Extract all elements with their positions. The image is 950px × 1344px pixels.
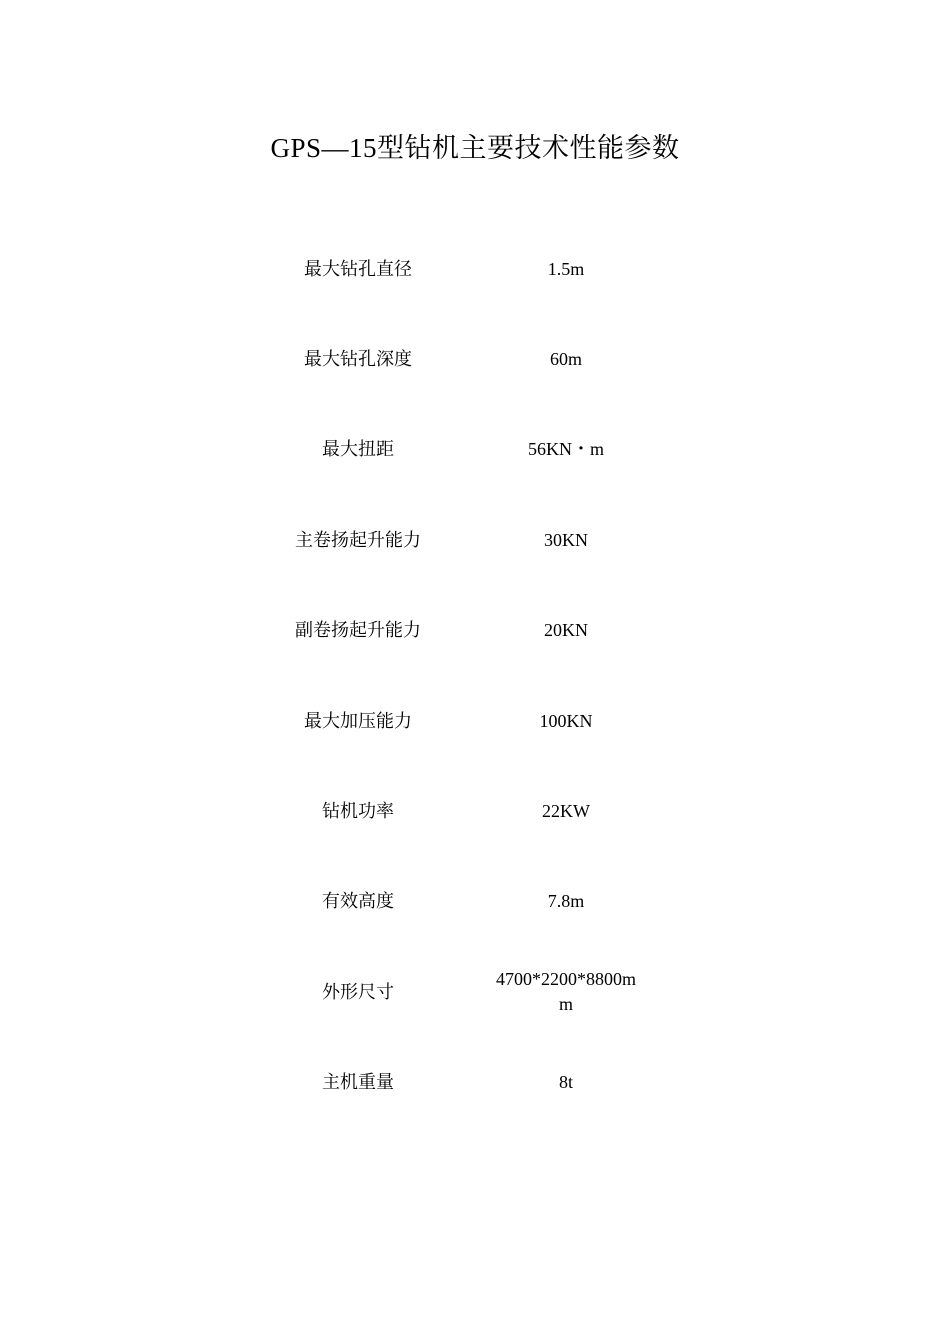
- spec-value: [462, 586, 670, 676]
- spec-label: 主机重量: [322, 1072, 394, 1093]
- table-row: [254, 676, 670, 766]
- table-row: [254, 1038, 670, 1128]
- spec-value: [462, 1038, 670, 1128]
- spec-value: [462, 495, 670, 585]
- spec-value: [462, 314, 670, 404]
- spec-value: [462, 766, 670, 856]
- spec-label: 外形尺寸: [322, 981, 394, 1002]
- table-row: [254, 405, 670, 495]
- spec-value: [462, 857, 670, 947]
- spec-label: 有效高度: [322, 891, 394, 912]
- spec-label: 最大钻孔深度: [304, 349, 412, 370]
- spec-value-text: 1.5m: [547, 258, 585, 279]
- table-row: [254, 947, 670, 1037]
- spec-value-text: 56KN・m: [528, 439, 604, 460]
- spec-label: 钻机功率: [322, 801, 394, 822]
- spec-value: [462, 224, 670, 314]
- spec-label: 最大扭距: [322, 439, 394, 460]
- spec-value: [462, 676, 670, 766]
- table-row: [254, 857, 670, 947]
- spec-label: 副卷扬起升能力: [295, 620, 421, 641]
- spec-value-text: 30KN: [544, 529, 588, 550]
- spec-table: [254, 224, 670, 1128]
- spec-value-text: 8t: [558, 1072, 573, 1093]
- spec-value-text: 100KN: [539, 710, 593, 731]
- spec-value: [462, 947, 670, 1037]
- spec-label: 主卷扬起升能力: [295, 529, 421, 550]
- spec-value: [462, 405, 670, 495]
- table-row: [254, 224, 670, 314]
- spec-label: 最大钻孔直径: [304, 258, 412, 279]
- table-row: [254, 495, 670, 585]
- table-row: [254, 766, 670, 856]
- spec-value-text: 60m: [549, 349, 582, 370]
- table-row: [254, 586, 670, 676]
- spec-value-text: 20KN: [544, 620, 588, 641]
- spec-label: 最大加压能力: [304, 710, 412, 731]
- page-title: GPS—15型钻机主要技术性能参数: [270, 133, 680, 163]
- table-row: [254, 314, 670, 404]
- spec-value-text: 7.8m: [547, 891, 585, 912]
- spec-value-text: 22KW: [542, 801, 590, 822]
- spec-value-text: 4700*2200*8800mm: [495, 969, 636, 1015]
